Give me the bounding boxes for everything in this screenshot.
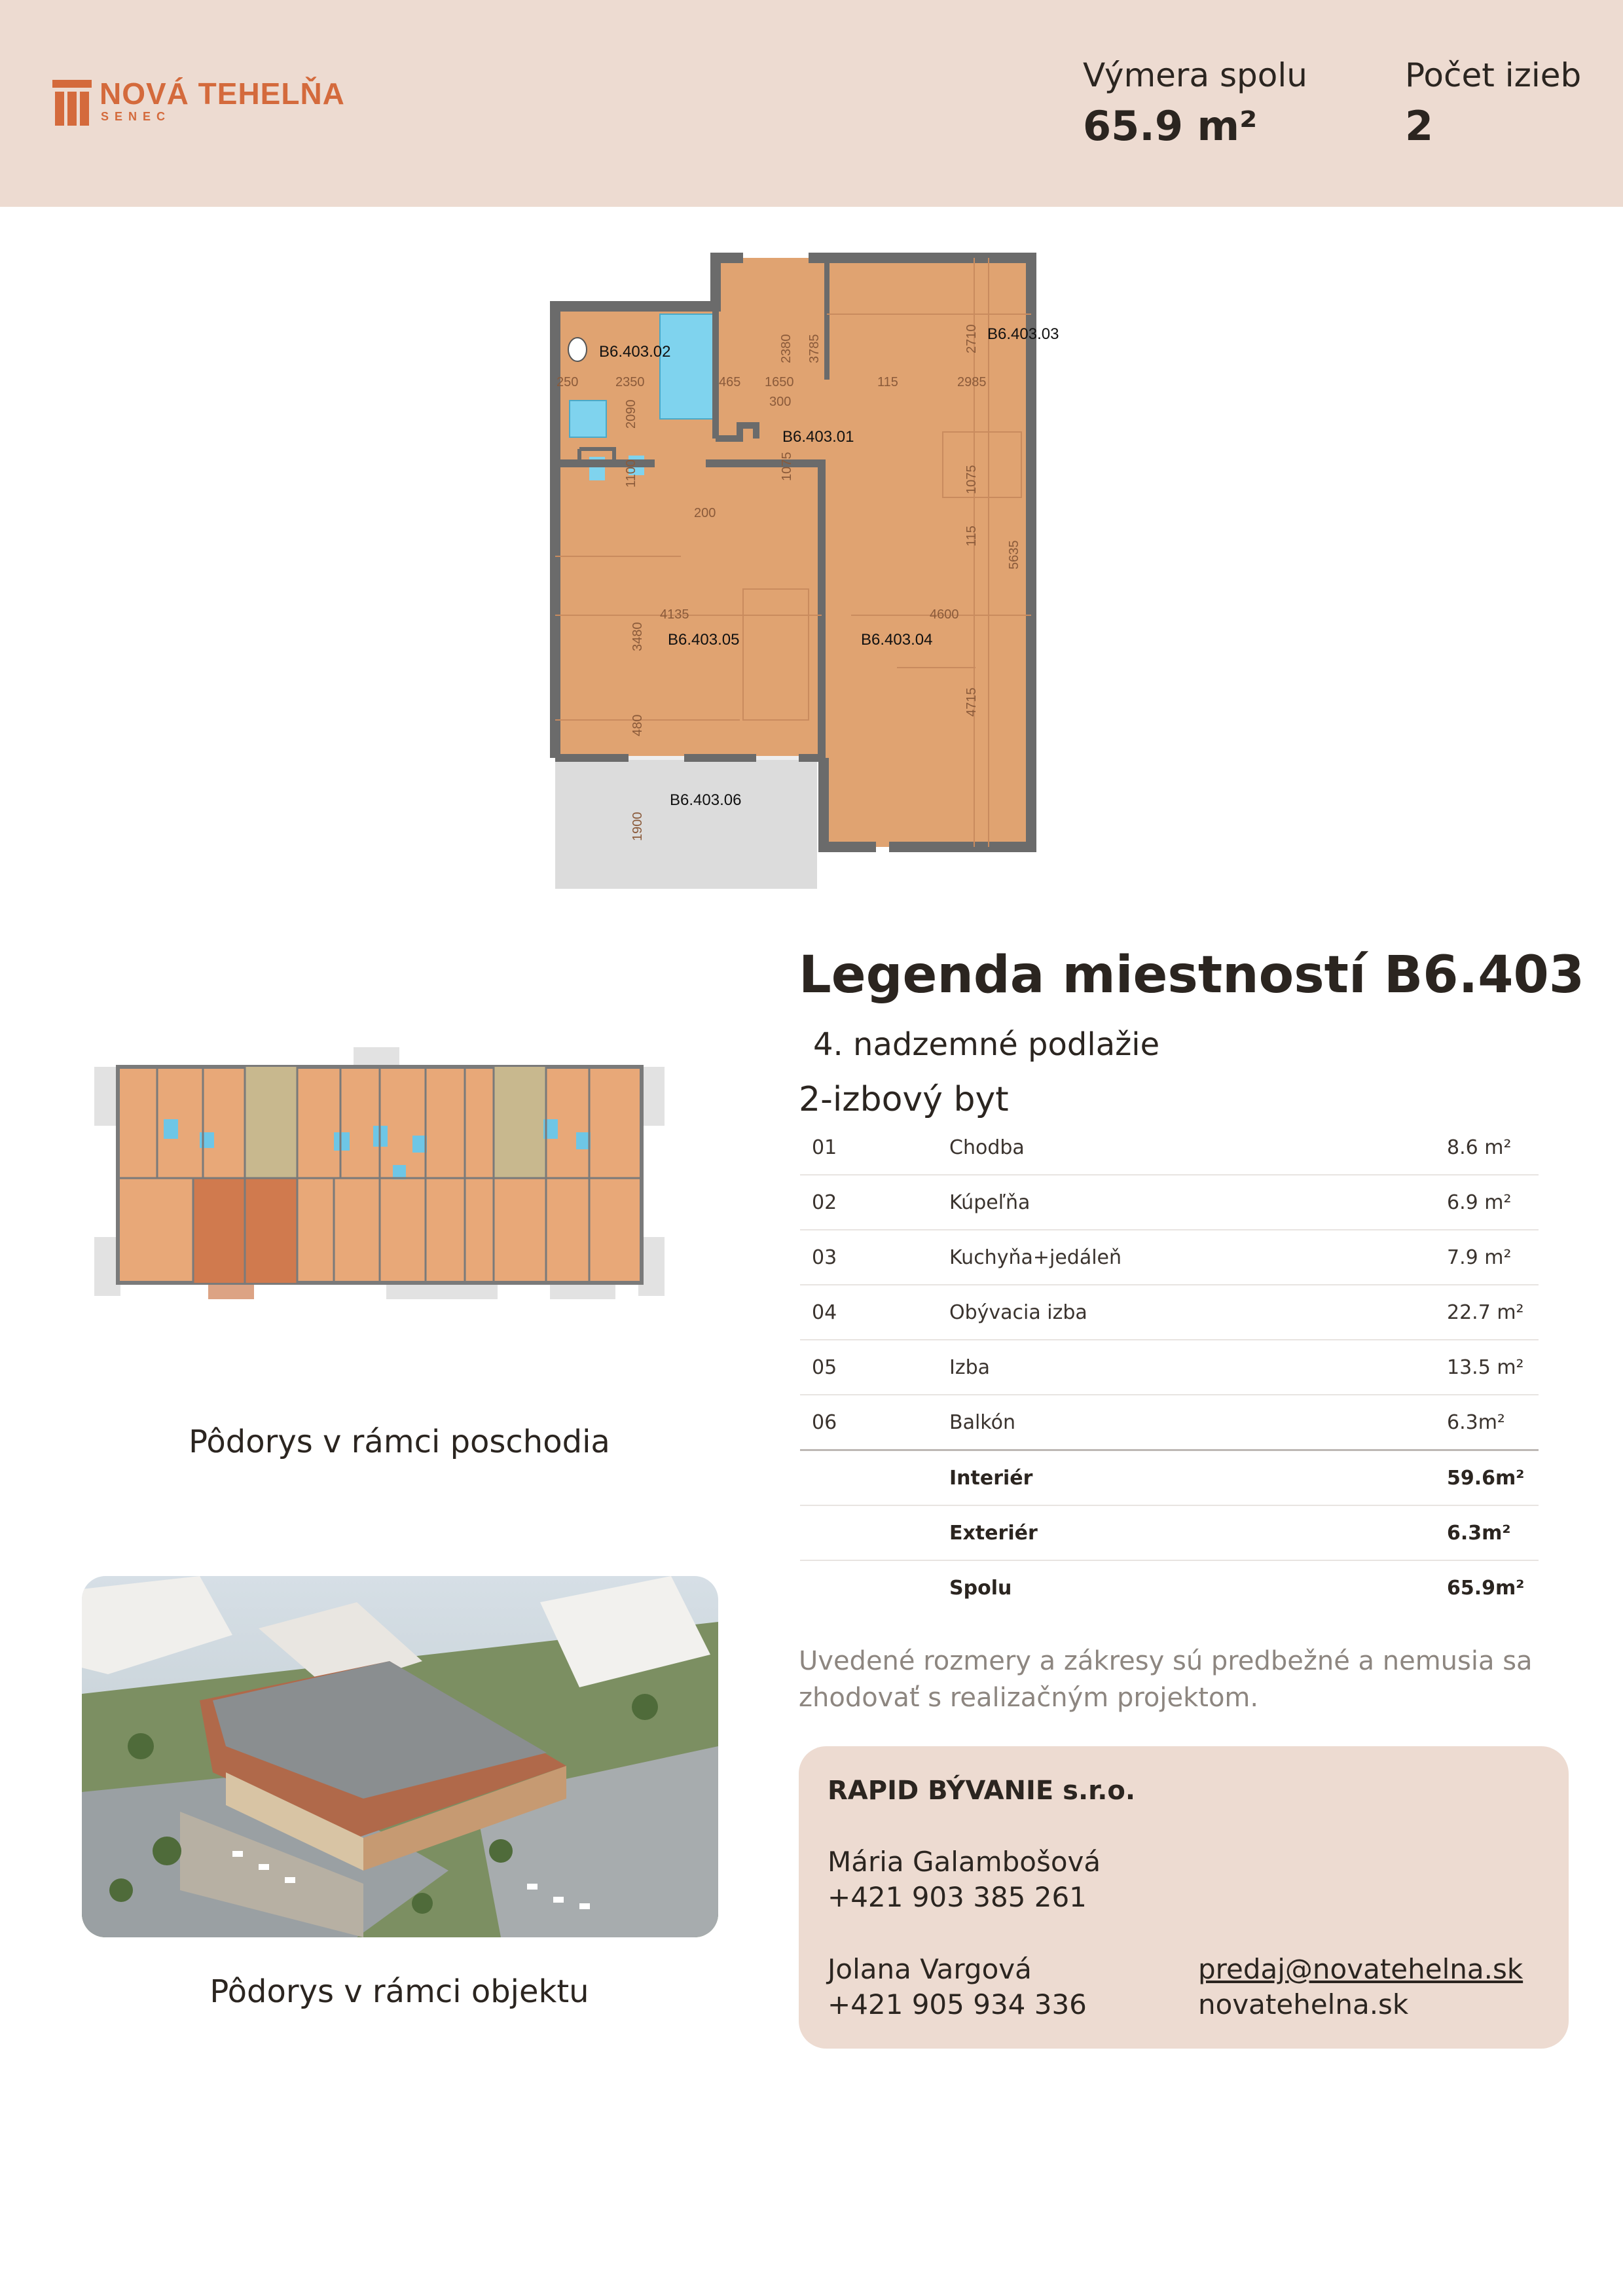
table-row — [800, 1175, 1539, 1230]
room-area: 22.7 m² — [1447, 1285, 1539, 1340]
plan-dimension: 3785 — [807, 334, 822, 363]
total-row — [800, 1450, 1539, 1506]
contact-phone[interactable]: +421 903 385 261 — [828, 1881, 1087, 1913]
table-row — [800, 1121, 1539, 1175]
total-label: Interiér — [949, 1450, 1447, 1506]
total-area: 65.9m² — [1447, 1576, 1525, 1600]
legend-title: Legenda miestností B6.403 — [799, 946, 1585, 1005]
plan-room-label: B6.403.05 — [668, 631, 740, 649]
floor-plan-caption: Pôdorys v rámci poschodia — [189, 1424, 610, 1460]
plan-dimension: 200 — [694, 506, 716, 520]
plan-dimension: 5635 — [1007, 540, 1021, 569]
logo-mark-icon — [52, 80, 92, 126]
total-row — [800, 1560, 1539, 1615]
aerial-building-image — [82, 1576, 718, 1937]
plan-room-label: B6.403.01 — [782, 428, 854, 446]
total-label: Exteriér — [949, 1505, 1447, 1560]
plan-dimension: 1075 — [964, 465, 979, 494]
logo-title: NOVÁ TEHELŇA — [100, 77, 345, 111]
plan-dimension: 2350 — [615, 375, 645, 389]
total-row — [800, 1505, 1539, 1560]
room-name: Izba — [949, 1340, 1447, 1395]
table-row — [800, 1285, 1539, 1340]
contact-phone[interactable]: +421 905 934 336 — [828, 1988, 1087, 2020]
room-name: Obývacia izba — [949, 1285, 1447, 1340]
room-number: 05 — [800, 1340, 949, 1395]
plan-dimension: 1650 — [765, 375, 794, 389]
email-link[interactable]: predaj@novatehelna.sk — [1198, 1953, 1523, 1985]
floor-label: 4. nadzemné podlažie — [813, 1026, 1160, 1063]
plan-dimension: 480 — [630, 714, 645, 736]
table-row — [800, 1395, 1539, 1450]
room-legend-table — [800, 1121, 1539, 1615]
floor-overview-plan — [46, 1028, 714, 1322]
room-area: 13.5 m² — [1447, 1340, 1539, 1395]
room-area: 6.9 m² — [1447, 1175, 1539, 1230]
room-name: Kúpeľňa — [949, 1175, 1447, 1230]
room-name: Chodba — [949, 1121, 1447, 1175]
contact-person-name: Jolana Vargová — [828, 1953, 1032, 1985]
plan-room-label: B6.403.06 — [670, 791, 742, 809]
plan-dimension: 1075 — [780, 452, 794, 481]
contact-card — [799, 1746, 1569, 2049]
rooms-value: 2 — [1405, 102, 1434, 150]
contact-person-name: Mária Galambošová — [828, 1846, 1101, 1878]
plan-dimension: 115 — [877, 375, 898, 389]
logo[interactable] — [52, 72, 354, 131]
plan-dimension: 465 — [719, 375, 741, 389]
logo-subtitle: SENEC — [101, 110, 172, 123]
plan-room-label: B6.403.02 — [599, 343, 671, 361]
plan-dimension: 2710 — [964, 324, 979, 353]
room-area: 8.6 m² — [1447, 1121, 1539, 1175]
header-band — [0, 0, 1623, 207]
room-number: 02 — [800, 1175, 949, 1230]
room-name: Kuchyňa+jedáleň — [949, 1230, 1447, 1285]
rooms-label: Počet izieb — [1405, 56, 1582, 94]
apartment-type: 2-izbový byt — [799, 1080, 1009, 1119]
room-number: 03 — [800, 1230, 949, 1285]
aerial-caption: Pôdorys v rámci objektu — [210, 1973, 589, 2010]
plan-dimension: 1100 — [624, 459, 638, 488]
room-number: 06 — [800, 1395, 949, 1450]
plan-dimension: 2380 — [779, 334, 793, 363]
room-area: 7.9 m² — [1447, 1230, 1539, 1285]
plan-dimension: 4135 — [660, 607, 689, 622]
plan-dimension: 250 — [556, 375, 579, 389]
table-row — [800, 1340, 1539, 1395]
plan-room-label: B6.403.03 — [987, 325, 1059, 343]
plan-dimension: 2985 — [957, 375, 987, 389]
plan-room-label: B6.403.04 — [861, 631, 933, 649]
room-name: Balkón — [949, 1395, 1447, 1450]
total-area: 59.6m² — [1447, 1450, 1539, 1506]
plan-dimension: 3480 — [630, 622, 645, 651]
area-value: 65.9 m² — [1083, 102, 1258, 150]
total-area: 6.3m² — [1447, 1505, 1539, 1560]
apartment-plan — [543, 249, 1087, 890]
disclaimer-note: Uvedené rozmery a zákresy sú predbežné a nemusia sa zhodovať s realizačným projektom. — [799, 1646, 1533, 1713]
total-label: Spolu — [949, 1576, 1012, 1600]
plan-dimension: 115 — [964, 526, 979, 547]
area-label: Výmera spolu — [1083, 56, 1307, 94]
room-number: 01 — [800, 1121, 949, 1175]
plan-dimension: 4600 — [930, 607, 959, 622]
plan-dimension: 300 — [769, 395, 792, 409]
company-name: RAPID BÝVANIE s.r.o. — [828, 1776, 1136, 1806]
room-area: 6.3m² — [1447, 1395, 1539, 1450]
room-number: 04 — [800, 1285, 949, 1340]
plan-dimension: 1900 — [630, 812, 645, 841]
plan-dimension: 4715 — [964, 687, 979, 717]
table-row — [800, 1230, 1539, 1285]
website-link[interactable]: novatehelna.sk — [1198, 1988, 1409, 2020]
plan-dimension: 2090 — [624, 399, 638, 429]
